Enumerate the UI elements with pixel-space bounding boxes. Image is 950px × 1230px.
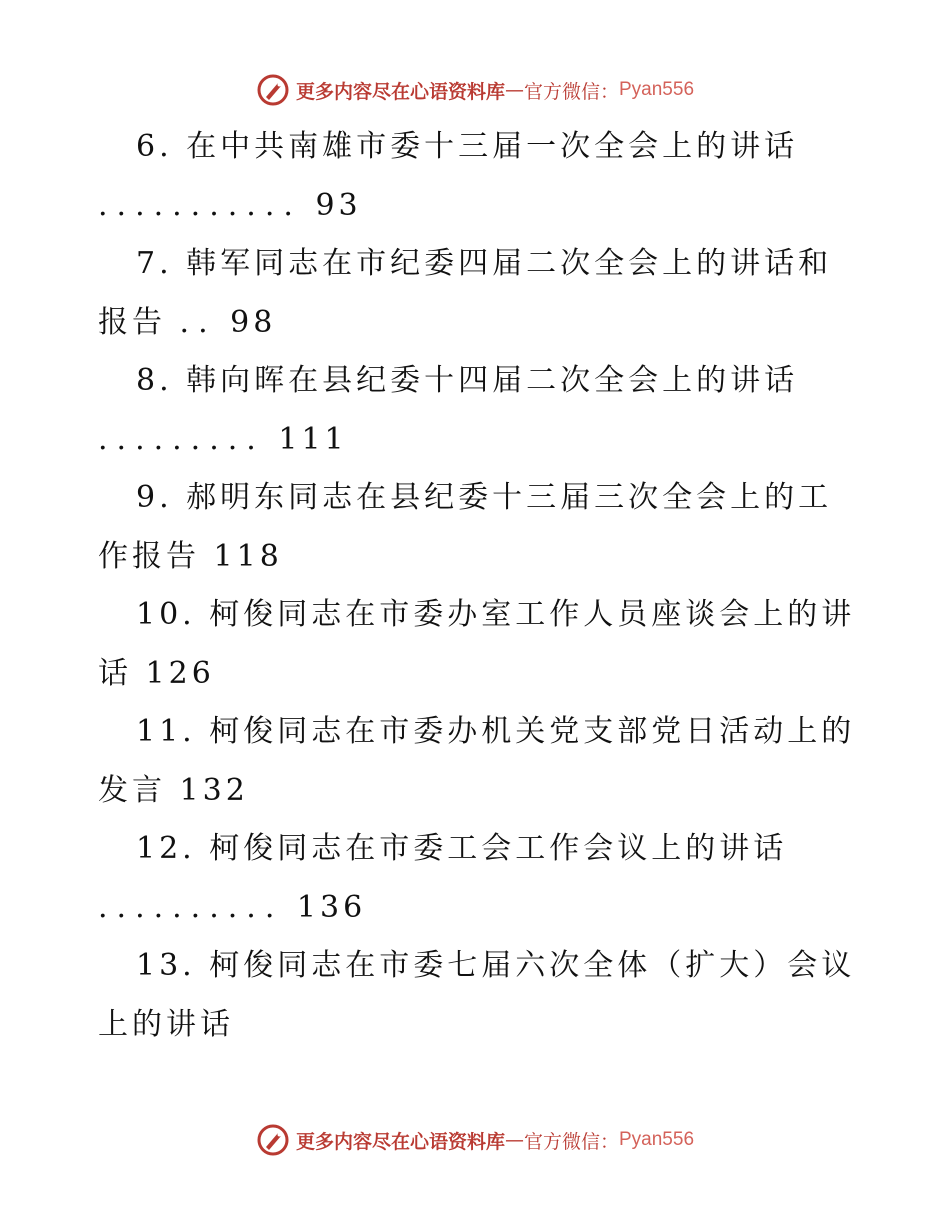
toc-entry-title: 9. 郝明东同志在县纪委十三届三次全会上的工 — [136, 480, 833, 515]
toc-entry-continuation — [98, 528, 858, 587]
toc-entry-title: 13. 柯俊同志在市委七届六次全体（扩大）会议 — [136, 948, 856, 983]
toc-page-number: 132 — [179, 772, 249, 808]
toc-entry[interactable] — [98, 937, 858, 1054]
pen-nib-circle-icon — [256, 1123, 290, 1157]
toc-entry[interactable] — [98, 469, 858, 586]
toc-entry-title: 6. 在中共南雄市委十三届一次全会上的讲话 — [136, 129, 799, 164]
toc-entry-title: 8. 韩向晖在县纪委十四届二次全会上的讲话 — [136, 363, 799, 398]
watermark-banner-bottom — [0, 1120, 950, 1160]
watermark-separator: — — [504, 79, 524, 101]
watermark-text: 更多内容尽在心语资料库 — [295, 80, 505, 103]
toc-page-number: 126 — [145, 655, 215, 691]
toc-entry-title: 7. 韩军同志在市纪委四届二次全会上的讲话和 — [136, 246, 833, 281]
toc-leader-dots: ........... — [98, 187, 302, 223]
toc-entry-continuation — [98, 294, 858, 353]
watermark-wechat-label: 官方微信： — [523, 80, 619, 103]
toc-leader-dots: .......... — [98, 889, 284, 925]
toc-entry-title-end: 话 — [98, 655, 146, 691]
toc-page-number: 118 — [213, 538, 283, 574]
toc-entry-continuation — [98, 645, 858, 704]
watermark-wechat-id: Pyan556 — [619, 1129, 695, 1150]
toc-page-number: 98 — [230, 304, 277, 340]
toc-entry[interactable] — [98, 118, 858, 235]
toc-entry-continuation — [98, 996, 858, 1055]
toc-page-number: 111 — [278, 421, 348, 457]
toc-entry-title-end: 作报告 — [98, 538, 214, 574]
toc-entry-continuation — [98, 177, 858, 236]
toc-entry-continuation — [98, 879, 858, 938]
watermark-wechat-id: Pyan556 — [619, 79, 695, 100]
toc-entry[interactable] — [98, 586, 858, 703]
table-of-contents — [98, 118, 858, 1054]
pen-nib-circle-icon — [256, 73, 290, 107]
toc-entry[interactable] — [98, 352, 858, 469]
watermark-banner-top — [0, 70, 950, 110]
toc-page-number: 136 — [296, 889, 367, 925]
toc-entry-title: 10. 柯俊同志在市委办室工作人员座谈会上的讲 — [136, 597, 856, 632]
toc-entry-title-end: 上的讲话 — [98, 1006, 234, 1042]
watermark-separator: — — [504, 1129, 524, 1151]
toc-page-number: 93 — [315, 187, 362, 223]
toc-entry-title-end: 报告 — [98, 304, 180, 340]
toc-leader-dots: .. — [179, 304, 217, 340]
watermark-text: 更多内容尽在心语资料库 — [295, 1130, 505, 1153]
watermark-wechat-label: 官方微信： — [523, 1130, 619, 1153]
toc-entry-title: 12. 柯俊同志在市委工会工作会议上的讲话 — [136, 831, 788, 866]
toc-leader-dots: ......... — [98, 421, 265, 457]
toc-entry-title: 11. 柯俊同志在市委办机关党支部党日活动上的 — [136, 714, 856, 749]
toc-entry[interactable] — [98, 703, 858, 820]
toc-entry-continuation — [98, 411, 858, 470]
toc-entry-continuation — [98, 762, 858, 821]
toc-entry[interactable] — [98, 820, 858, 937]
toc-entry[interactable] — [98, 235, 858, 352]
toc-entry-title-end: 发言 — [98, 772, 180, 808]
